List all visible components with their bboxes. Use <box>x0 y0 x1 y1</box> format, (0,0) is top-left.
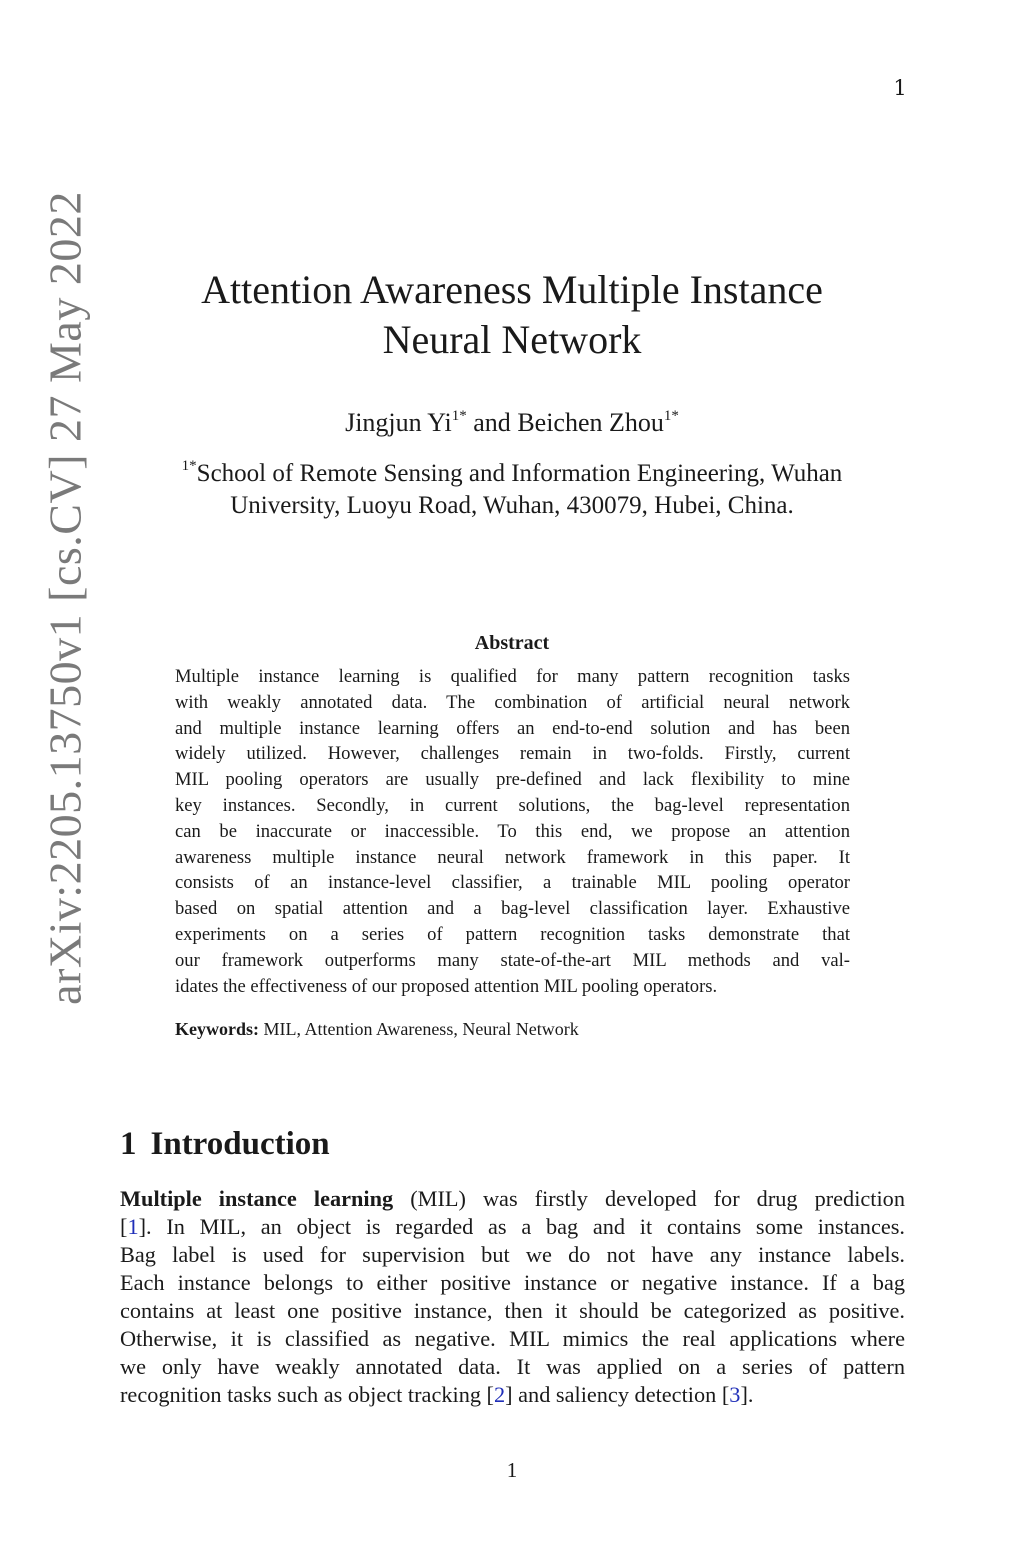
author-1-affiliation-mark: 1* <box>451 408 467 424</box>
intro-line-1-rest: (MIL) was firstly developed for drug prediction <box>393 1186 905 1211</box>
intro-line-8 <box>120 1381 905 1409</box>
keywords-label: Keywords: <box>175 1019 259 1039</box>
intro-line-8-c: ]. <box>740 1382 754 1407</box>
abstract-line: with weakly annotated data. The combination of artificial neural network <box>175 691 850 713</box>
section-title: Introduction <box>150 1126 330 1162</box>
intro-line-5: contains at least one positive instance, then it should be categorized as positive. <box>120 1298 905 1323</box>
abstract-body <box>175 664 850 999</box>
title-line-1: Attention Awareness Multiple Instance <box>201 267 823 312</box>
section-heading-introduction <box>120 1126 904 1163</box>
affiliation-line-1: School of Remote Sensing and Information Engineering, Wuhan <box>196 460 843 487</box>
intro-line-2-rest: ]. In MIL, an object is regarded as a bag and it contains some instances. <box>138 1214 905 1239</box>
intro-line-8-a: recognition tasks such as object tracking [ <box>120 1382 494 1407</box>
authors <box>120 408 904 438</box>
intro-line-1 <box>120 1185 905 1213</box>
citation-link-2[interactable]: 2 <box>494 1382 506 1407</box>
abstract-line: based on spatial attention and a bag-level classification layer. Exhaustive <box>175 898 850 920</box>
author-2-affiliation-mark: 1* <box>663 408 679 424</box>
arxiv-stamp: arXiv:2205.13750v1 [cs.CV] 27 May 2022 <box>39 190 91 1005</box>
intro-line-6: Otherwise, it is classified as negative. MIL mimics the real applications where <box>120 1326 905 1351</box>
cite-bracket-open: [ <box>120 1214 128 1239</box>
arxiv-stamp-container <box>30 180 100 1015</box>
abstract-line: MIL pooling operators are usually pre-defined and lack flexibility to mine <box>175 769 850 791</box>
abstract-line: consists of an instance-level classifier, a trainable MIL pooling operator <box>175 872 850 894</box>
introduction-paragraph <box>120 1185 905 1409</box>
abstract-line: experiments on a series of pattern recognition tasks demonstrate that <box>175 923 850 945</box>
abstract-line: key instances. Secondly, in current solutions, the bag-level representation <box>175 794 850 816</box>
abstract-line: our framework outperforms many state-of-the-art MIL methods and val- <box>175 949 850 971</box>
title-line-2: Neural Network <box>382 317 642 362</box>
keywords <box>175 1019 850 1040</box>
abstract-line: and multiple instance learning offers an end-to-end solution and has been <box>175 717 850 739</box>
keywords-value: MIL, Attention Awareness, Neural Network <box>259 1019 579 1039</box>
page-number-top: 1 <box>893 76 907 100</box>
author-1: Jingjun Yi <box>345 408 452 437</box>
intro-term-bold: Multiple instance learning <box>120 1186 394 1211</box>
affiliation-mark: 1* <box>181 458 197 474</box>
affiliation-line-2: University, Luoyu Road, Wuhan, 430079, Hubei, China. <box>230 492 794 519</box>
abstract-line: idates the effectiveness of our proposed attention MIL pooling operators. <box>175 975 718 997</box>
section-number: 1 <box>120 1126 137 1162</box>
intro-line-2 <box>120 1213 905 1241</box>
abstract-line: widely utilized. However, challenges remain in two-folds. Firstly, current <box>175 743 850 765</box>
author-2: Beichen Zhou <box>517 408 664 437</box>
intro-line-7: we only have weakly annotated data. It was applied on a series of pattern <box>120 1354 905 1379</box>
paper-title <box>120 265 904 365</box>
page-number-bottom: 1 <box>506 1458 518 1482</box>
affiliation <box>120 458 904 522</box>
intro-line-3: Bag label is used for supervision but we do not have any instance labels. <box>120 1242 905 1267</box>
abstract-line: Multiple instance learning is qualified for many pattern recognition tasks <box>175 666 850 687</box>
citation-link-3[interactable]: 3 <box>729 1382 741 1407</box>
intro-line-8-b: ] and saliency detection [ <box>505 1382 730 1407</box>
abstract-line: awareness multiple instance neural network framework in this paper. It <box>175 846 850 868</box>
citation-link-1[interactable]: 1 <box>127 1214 139 1239</box>
authors-conjunction: and <box>466 408 518 437</box>
intro-line-4: Each instance belongs to either positive instance or negative instance. If a bag <box>120 1270 905 1295</box>
abstract-heading: Abstract <box>474 632 550 654</box>
abstract-line: can be inaccurate or inaccessible. To this end, we propose an attention <box>175 820 850 842</box>
